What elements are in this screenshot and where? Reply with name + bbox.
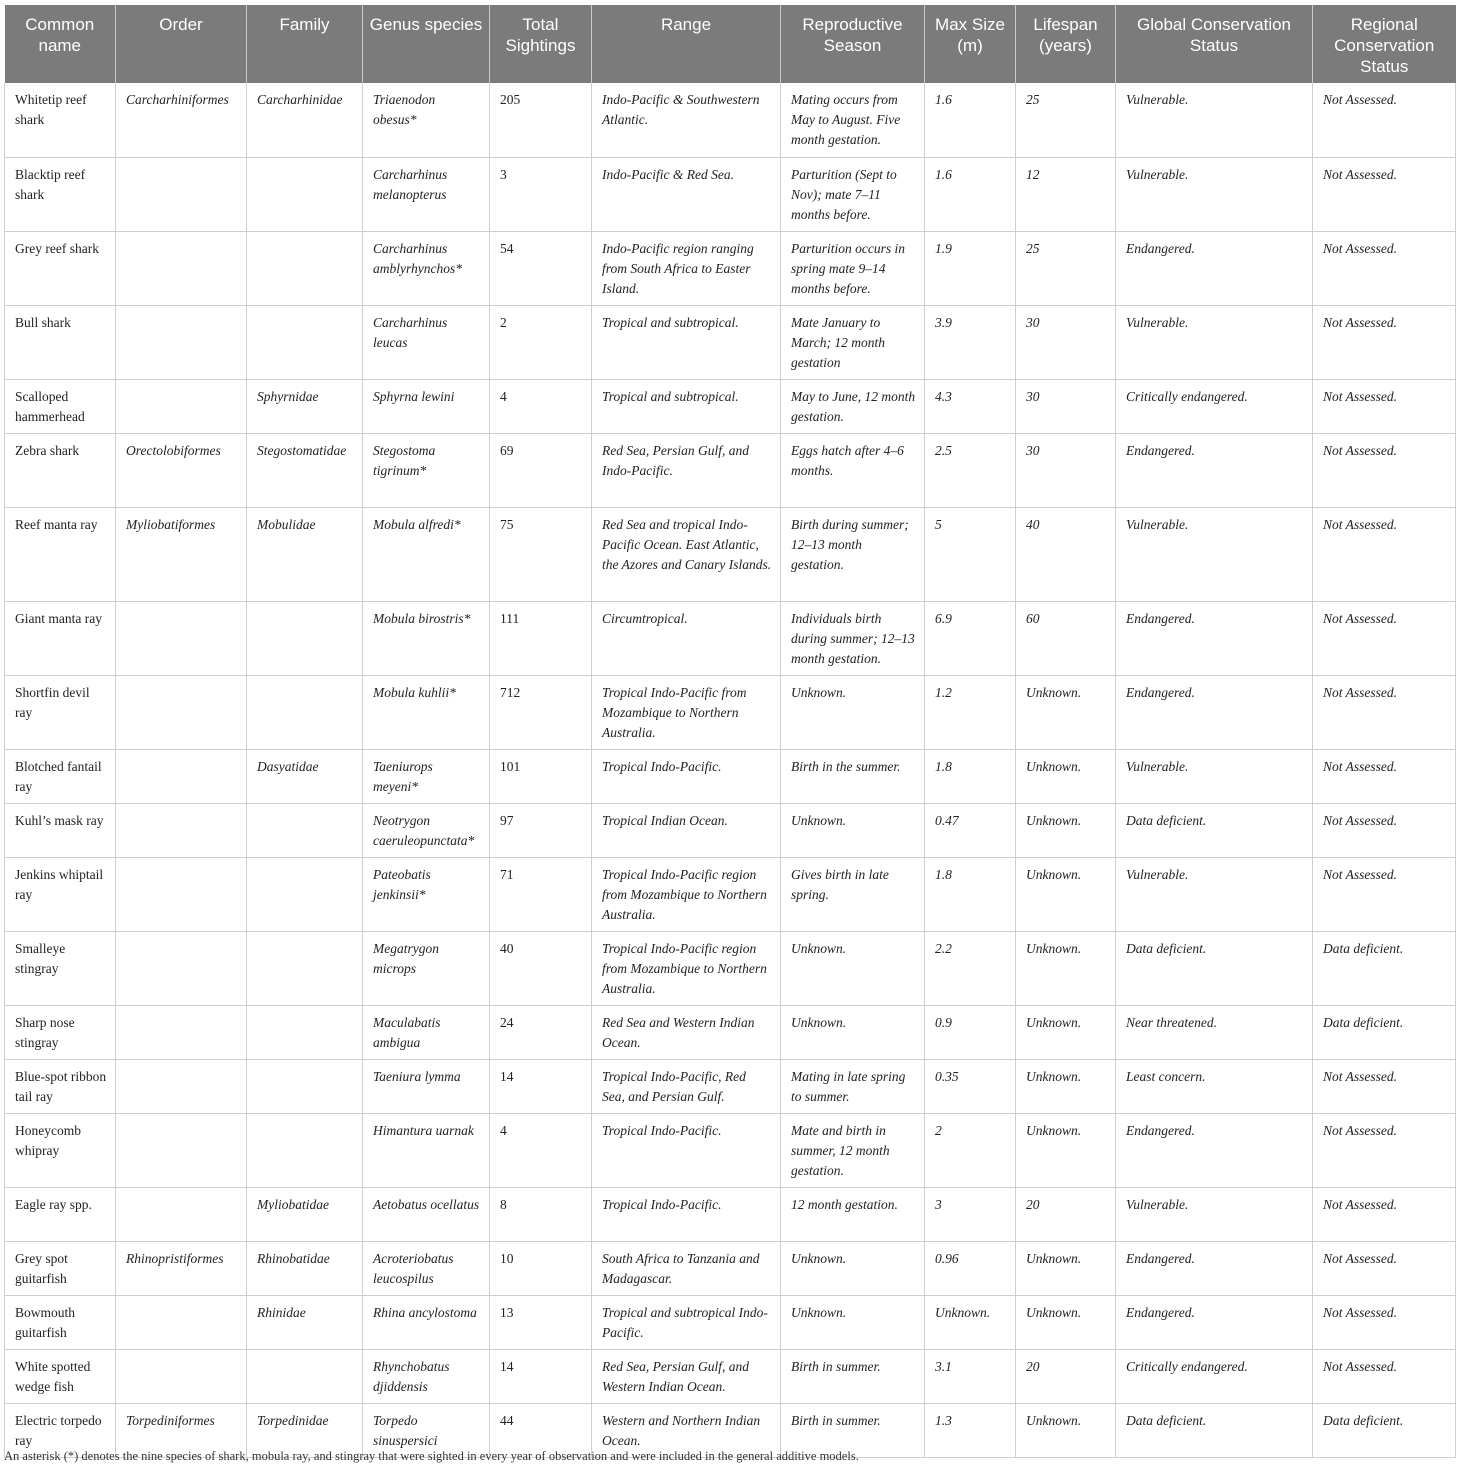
cell-range: Red Sea and tropical Indo-Pacific Ocean. East Atlantic, the Azores and Canary Islands. — [592, 507, 781, 601]
table-body — [5, 83, 1456, 1457]
cell-order: Orectolobiformes — [116, 433, 247, 507]
cell-global-status: Vulnerable. — [1116, 507, 1313, 601]
cell-common-name: Whitetip reef shark — [5, 83, 116, 157]
cell-order: Myliobatiformes — [116, 507, 247, 601]
cell-range: Tropical Indian Ocean. — [592, 803, 781, 857]
table-row — [5, 433, 1456, 507]
cell-reproductive-season: Unknown. — [781, 931, 925, 1005]
cell-max-size: 6.9 — [925, 601, 1016, 675]
cell-lifespan: 12 — [1016, 157, 1116, 231]
cell-common-name: White spotted wedge fish — [5, 1349, 116, 1403]
cell-total-sightings: 14 — [490, 1349, 592, 1403]
cell-family: Carcharhinidae — [247, 83, 363, 157]
cell-range: Tropical Indo-Pacific. — [592, 1113, 781, 1187]
cell-regional-status: Not Assessed. — [1313, 1241, 1456, 1295]
cell-order — [116, 931, 247, 1005]
cell-reproductive-season: Unknown. — [781, 1295, 925, 1349]
cell-lifespan: 20 — [1016, 1349, 1116, 1403]
cell-common-name: Blotched fantail ray — [5, 749, 116, 803]
cell-genus-species: Mobula alfredi* — [363, 507, 490, 601]
cell-order — [116, 1187, 247, 1241]
cell-order — [116, 1059, 247, 1113]
cell-range: South Africa to Tanzania and Madagascar. — [592, 1241, 781, 1295]
cell-range: Circumtropical. — [592, 601, 781, 675]
cell-common-name: Bull shark — [5, 305, 116, 379]
cell-reproductive-season: Parturition (Sept to Nov); mate 7–11 months before. — [781, 157, 925, 231]
cell-global-status: Vulnerable. — [1116, 83, 1313, 157]
cell-lifespan: Unknown. — [1016, 931, 1116, 1005]
cell-max-size: 3 — [925, 1187, 1016, 1241]
cell-total-sightings: 2 — [490, 305, 592, 379]
table-row — [5, 1349, 1456, 1403]
cell-regional-status: Data deficient. — [1313, 931, 1456, 1005]
col-header-total-sightings: Total Sightings — [490, 5, 592, 83]
cell-lifespan: 30 — [1016, 305, 1116, 379]
table-row — [5, 305, 1456, 379]
cell-range: Tropical and subtropical Indo-Pacific. — [592, 1295, 781, 1349]
cell-total-sightings: 3 — [490, 157, 592, 231]
cell-reproductive-season: Gives birth in late spring. — [781, 857, 925, 931]
table-row — [5, 379, 1456, 433]
cell-lifespan: Unknown. — [1016, 1241, 1116, 1295]
cell-global-status: Endangered. — [1116, 601, 1313, 675]
cell-range: Tropical Indo-Pacific. — [592, 749, 781, 803]
cell-common-name: Zebra shark — [5, 433, 116, 507]
cell-genus-species: Stegostoma tigrinum* — [363, 433, 490, 507]
cell-genus-species: Triaenodon obesus* — [363, 83, 490, 157]
col-header-reproductive-season: Reproductive Season — [781, 5, 925, 83]
cell-range: Red Sea, Persian Gulf, and Western Indian Ocean. — [592, 1349, 781, 1403]
cell-common-name: Eagle ray spp. — [5, 1187, 116, 1241]
cell-genus-species: Himantura uarnak — [363, 1113, 490, 1187]
col-header-regional-status: Regional Conservation Status — [1313, 5, 1456, 83]
cell-genus-species: Rhina ancylostoma — [363, 1295, 490, 1349]
table-row — [5, 803, 1456, 857]
table-row — [5, 1241, 1456, 1295]
table-row — [5, 749, 1456, 803]
cell-family: Dasyatidae — [247, 749, 363, 803]
cell-regional-status: Not Assessed. — [1313, 601, 1456, 675]
cell-range: Tropical Indo-Pacific. — [592, 1187, 781, 1241]
cell-regional-status: Data deficient. — [1313, 1005, 1456, 1059]
cell-reproductive-season: Birth in summer. — [781, 1349, 925, 1403]
cell-order — [116, 749, 247, 803]
cell-reproductive-season: Mate January to March; 12 month gestation — [781, 305, 925, 379]
table-row — [5, 601, 1456, 675]
cell-total-sightings: 8 — [490, 1187, 592, 1241]
cell-global-status: Endangered. — [1116, 1295, 1313, 1349]
cell-total-sightings: 69 — [490, 433, 592, 507]
col-header-order: Order — [116, 5, 247, 83]
table-row — [5, 1005, 1456, 1059]
cell-genus-species: Pateobatis jenkinsii* — [363, 857, 490, 931]
table-row — [5, 1295, 1456, 1349]
table-row — [5, 231, 1456, 305]
cell-genus-species: Megatrygon microps — [363, 931, 490, 1005]
cell-order — [116, 857, 247, 931]
cell-genus-species: Mobula birostris* — [363, 601, 490, 675]
col-header-lifespan: Lifespan (years) — [1016, 5, 1116, 83]
cell-range: Tropical Indo-Pacific from Mozambique to Northern Australia. — [592, 675, 781, 749]
cell-family — [247, 1005, 363, 1059]
cell-regional-status: Not Assessed. — [1313, 507, 1456, 601]
table-row — [5, 1113, 1456, 1187]
cell-total-sightings: 101 — [490, 749, 592, 803]
cell-range: Western and Northern Indian Ocean. — [592, 1403, 781, 1457]
cell-regional-status: Not Assessed. — [1313, 433, 1456, 507]
cell-genus-species: Taeniurops meyeni* — [363, 749, 490, 803]
cell-max-size: 3.9 — [925, 305, 1016, 379]
cell-genus-species: Carcharhinus melanopterus — [363, 157, 490, 231]
cell-order — [116, 675, 247, 749]
cell-max-size: 1.8 — [925, 857, 1016, 931]
cell-range: Indo-Pacific & Southwestern Atlantic. — [592, 83, 781, 157]
cell-regional-status: Not Assessed. — [1313, 749, 1456, 803]
cell-order: Carcharhiniformes — [116, 83, 247, 157]
cell-family — [247, 1349, 363, 1403]
cell-max-size: 4.3 — [925, 379, 1016, 433]
table-row — [5, 507, 1456, 601]
col-header-family: Family — [247, 5, 363, 83]
cell-max-size: 0.9 — [925, 1005, 1016, 1059]
cell-global-status: Critically endangered. — [1116, 379, 1313, 433]
cell-range: Tropical Indo-Pacific region from Mozambique to Northern Australia. — [592, 857, 781, 931]
cell-genus-species: Sphyrna lewini — [363, 379, 490, 433]
cell-common-name: Electric torpedo ray — [5, 1403, 116, 1457]
cell-regional-status: Not Assessed. — [1313, 857, 1456, 931]
cell-order: Torpediniformes — [116, 1403, 247, 1457]
cell-reproductive-season: Mating occurs from May to August. Five month gestation. — [781, 83, 925, 157]
cell-range: Indo-Pacific region ranging from South Africa to Easter Island. — [592, 231, 781, 305]
cell-total-sightings: 54 — [490, 231, 592, 305]
col-header-range: Range — [592, 5, 781, 83]
cell-common-name: Blue-spot ribbon tail ray — [5, 1059, 116, 1113]
cell-global-status: Endangered. — [1116, 675, 1313, 749]
cell-genus-species: Carcharhinus leucas — [363, 305, 490, 379]
cell-order — [116, 1113, 247, 1187]
cell-genus-species: Carcharhinus amblyrhynchos* — [363, 231, 490, 305]
cell-family — [247, 157, 363, 231]
cell-common-name: Scalloped hammerhead — [5, 379, 116, 433]
cell-common-name: Jenkins whiptail ray — [5, 857, 116, 931]
cell-family: Mobulidae — [247, 507, 363, 601]
cell-max-size: 2.5 — [925, 433, 1016, 507]
cell-range: Red Sea, Persian Gulf, and Indo-Pacific. — [592, 433, 781, 507]
cell-genus-species: Mobula kuhlii* — [363, 675, 490, 749]
table-row — [5, 1187, 1456, 1241]
cell-max-size: 1.3 — [925, 1403, 1016, 1457]
cell-lifespan: 30 — [1016, 379, 1116, 433]
cell-order — [116, 601, 247, 675]
cell-range: Tropical and subtropical. — [592, 305, 781, 379]
cell-total-sightings: 712 — [490, 675, 592, 749]
cell-lifespan: 30 — [1016, 433, 1116, 507]
table-row — [5, 1059, 1456, 1113]
cell-max-size: Unknown. — [925, 1295, 1016, 1349]
col-header-genus-species: Genus species — [363, 5, 490, 83]
cell-max-size: 2 — [925, 1113, 1016, 1187]
header-row — [5, 5, 1456, 83]
table-footnote: An asterisk (*) denotes the nine species of shark, mobula ray, and stingray that were sighted in every year of observation and were included in the general additive models. — [4, 1449, 859, 1463]
cell-range: Tropical Indo-Pacific, Red Sea, and Persian Gulf. — [592, 1059, 781, 1113]
cell-total-sightings: 44 — [490, 1403, 592, 1457]
cell-common-name: Sharp nose stingray — [5, 1005, 116, 1059]
cell-lifespan: 40 — [1016, 507, 1116, 601]
cell-regional-status: Not Assessed. — [1313, 231, 1456, 305]
cell-global-status: Endangered. — [1116, 433, 1313, 507]
cell-lifespan: 25 — [1016, 231, 1116, 305]
col-header-common-name: Common name — [5, 5, 116, 83]
table-row — [5, 675, 1456, 749]
cell-reproductive-season: Unknown. — [781, 1241, 925, 1295]
cell-common-name: Smalleye stingray — [5, 931, 116, 1005]
table-row — [5, 857, 1456, 931]
cell-lifespan: Unknown. — [1016, 1005, 1116, 1059]
cell-lifespan: 20 — [1016, 1187, 1116, 1241]
cell-total-sightings: 205 — [490, 83, 592, 157]
cell-order — [116, 803, 247, 857]
col-header-global-status: Global Conservation Status — [1116, 5, 1313, 83]
cell-lifespan: Unknown. — [1016, 1295, 1116, 1349]
cell-family — [247, 1113, 363, 1187]
cell-reproductive-season: Birth in the summer. — [781, 749, 925, 803]
cell-regional-status: Data deficient. — [1313, 1403, 1456, 1457]
cell-max-size: 1.2 — [925, 675, 1016, 749]
cell-lifespan: 60 — [1016, 601, 1116, 675]
cell-common-name: Giant manta ray — [5, 601, 116, 675]
cell-global-status: Endangered. — [1116, 1113, 1313, 1187]
cell-reproductive-season: Mate and birth in summer, 12 month gestation. — [781, 1113, 925, 1187]
cell-regional-status: Not Assessed. — [1313, 1059, 1456, 1113]
cell-lifespan: Unknown. — [1016, 675, 1116, 749]
cell-regional-status: Not Assessed. — [1313, 83, 1456, 157]
table-row — [5, 83, 1456, 157]
table-row — [5, 931, 1456, 1005]
cell-reproductive-season: 12 month gestation. — [781, 1187, 925, 1241]
cell-genus-species: Taeniura lymma — [363, 1059, 490, 1113]
cell-order — [116, 1295, 247, 1349]
cell-reproductive-season: Unknown. — [781, 803, 925, 857]
cell-max-size: 0.35 — [925, 1059, 1016, 1113]
cell-regional-status: Not Assessed. — [1313, 803, 1456, 857]
cell-common-name: Grey spot guitarfish — [5, 1241, 116, 1295]
cell-family: Myliobatidae — [247, 1187, 363, 1241]
table-row — [5, 157, 1456, 231]
cell-total-sightings: 14 — [490, 1059, 592, 1113]
cell-genus-species: Torpedo sinuspersici — [363, 1403, 490, 1457]
cell-family — [247, 931, 363, 1005]
cell-global-status: Vulnerable. — [1116, 157, 1313, 231]
cell-lifespan: Unknown. — [1016, 749, 1116, 803]
cell-family — [247, 857, 363, 931]
cell-global-status: Vulnerable. — [1116, 857, 1313, 931]
cell-lifespan: 25 — [1016, 83, 1116, 157]
cell-order — [116, 379, 247, 433]
cell-reproductive-season: Eggs hatch after 4–6 months. — [781, 433, 925, 507]
cell-range: Tropical and subtropical. — [592, 379, 781, 433]
cell-genus-species: Rhynchobatus djiddensis — [363, 1349, 490, 1403]
cell-max-size: 1.6 — [925, 157, 1016, 231]
cell-global-status: Vulnerable. — [1116, 1187, 1313, 1241]
cell-range: Tropical Indo-Pacific region from Mozambique to Northern Australia. — [592, 931, 781, 1005]
cell-lifespan: Unknown. — [1016, 857, 1116, 931]
cell-global-status: Vulnerable. — [1116, 749, 1313, 803]
cell-lifespan: Unknown. — [1016, 1113, 1116, 1187]
cell-regional-status: Not Assessed. — [1313, 675, 1456, 749]
cell-family — [247, 305, 363, 379]
cell-global-status: Least concern. — [1116, 1059, 1313, 1113]
cell-regional-status: Not Assessed. — [1313, 379, 1456, 433]
species-table — [4, 5, 1456, 1458]
cell-common-name: Grey reef shark — [5, 231, 116, 305]
cell-max-size: 0.47 — [925, 803, 1016, 857]
cell-reproductive-season: Birth in summer. — [781, 1403, 925, 1457]
cell-reproductive-season: Individuals birth during summer; 12–13 month gestation. — [781, 601, 925, 675]
cell-global-status: Endangered. — [1116, 1241, 1313, 1295]
cell-order — [116, 231, 247, 305]
cell-global-status: Data deficient. — [1116, 1403, 1313, 1457]
cell-global-status: Critically endangered. — [1116, 1349, 1313, 1403]
cell-family — [247, 803, 363, 857]
cell-regional-status: Not Assessed. — [1313, 1187, 1456, 1241]
cell-lifespan: Unknown. — [1016, 1403, 1116, 1457]
cell-global-status: Data deficient. — [1116, 803, 1313, 857]
cell-total-sightings: 4 — [490, 1113, 592, 1187]
cell-range: Indo-Pacific & Red Sea. — [592, 157, 781, 231]
cell-genus-species: Aetobatus ocellatus — [363, 1187, 490, 1241]
cell-family: Rhinidae — [247, 1295, 363, 1349]
cell-family — [247, 675, 363, 749]
cell-regional-status: Not Assessed. — [1313, 157, 1456, 231]
cell-genus-species: Neotrygon caeruleopunctata* — [363, 803, 490, 857]
cell-lifespan: Unknown. — [1016, 803, 1116, 857]
cell-reproductive-season: Birth during summer; 12–13 month gestation. — [781, 507, 925, 601]
cell-family: Sphyrnidae — [247, 379, 363, 433]
cell-family: Rhinobatidae — [247, 1241, 363, 1295]
cell-max-size: 0.96 — [925, 1241, 1016, 1295]
cell-genus-species: Acroteriobatus leucospilus — [363, 1241, 490, 1295]
cell-order: Rhinopristiformes — [116, 1241, 247, 1295]
cell-genus-species: Maculabatis ambigua — [363, 1005, 490, 1059]
cell-regional-status: Not Assessed. — [1313, 1295, 1456, 1349]
cell-family — [247, 1059, 363, 1113]
cell-order — [116, 1005, 247, 1059]
cell-total-sightings: 71 — [490, 857, 592, 931]
cell-reproductive-season: Mating in late spring to summer. — [781, 1059, 925, 1113]
cell-global-status: Vulnerable. — [1116, 305, 1313, 379]
cell-reproductive-season: Unknown. — [781, 1005, 925, 1059]
cell-order — [116, 1349, 247, 1403]
cell-common-name: Blacktip reef shark — [5, 157, 116, 231]
cell-reproductive-season: May to June, 12 month gestation. — [781, 379, 925, 433]
col-header-max-size: Max Size (m) — [925, 5, 1016, 83]
cell-max-size: 1.9 — [925, 231, 1016, 305]
cell-family — [247, 231, 363, 305]
cell-global-status: Endangered. — [1116, 231, 1313, 305]
cell-total-sightings: 111 — [490, 601, 592, 675]
cell-total-sightings: 10 — [490, 1241, 592, 1295]
cell-global-status: Near threatened. — [1116, 1005, 1313, 1059]
cell-global-status: Data deficient. — [1116, 931, 1313, 1005]
cell-order — [116, 157, 247, 231]
cell-total-sightings: 40 — [490, 931, 592, 1005]
cell-regional-status: Not Assessed. — [1313, 305, 1456, 379]
cell-max-size: 1.6 — [925, 83, 1016, 157]
cell-order — [116, 305, 247, 379]
cell-reproductive-season: Unknown. — [781, 675, 925, 749]
cell-common-name: Honeycomb whipray — [5, 1113, 116, 1187]
cell-total-sightings: 4 — [490, 379, 592, 433]
species-table-container — [4, 5, 1455, 1458]
cell-regional-status: Not Assessed. — [1313, 1113, 1456, 1187]
cell-max-size: 3.1 — [925, 1349, 1016, 1403]
cell-total-sightings: 97 — [490, 803, 592, 857]
cell-max-size: 5 — [925, 507, 1016, 601]
cell-max-size: 2.2 — [925, 931, 1016, 1005]
cell-reproductive-season: Parturition occurs in spring mate 9–14 months before. — [781, 231, 925, 305]
cell-total-sightings: 75 — [490, 507, 592, 601]
cell-family: Torpedinidae — [247, 1403, 363, 1457]
cell-total-sightings: 13 — [490, 1295, 592, 1349]
cell-common-name: Shortfin devil ray — [5, 675, 116, 749]
cell-family: Stegostomatidae — [247, 433, 363, 507]
cell-family — [247, 601, 363, 675]
cell-common-name: Reef manta ray — [5, 507, 116, 601]
cell-range: Red Sea and Western Indian Ocean. — [592, 1005, 781, 1059]
cell-total-sightings: 24 — [490, 1005, 592, 1059]
cell-common-name: Bowmouth guitarfish — [5, 1295, 116, 1349]
cell-lifespan: Unknown. — [1016, 1059, 1116, 1113]
cell-max-size: 1.8 — [925, 749, 1016, 803]
cell-regional-status: Not Assessed. — [1313, 1349, 1456, 1403]
cell-common-name: Kuhl’s mask ray — [5, 803, 116, 857]
